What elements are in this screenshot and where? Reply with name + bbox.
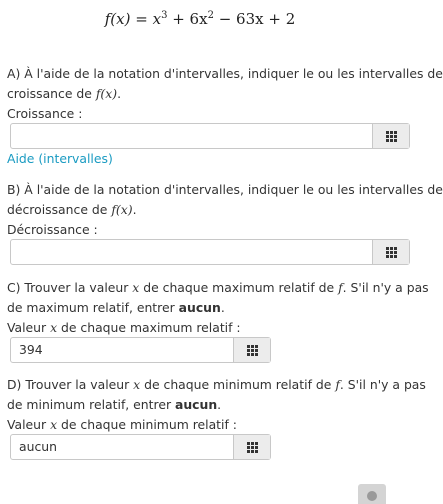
question-a [7,64,443,124]
decroissance-label: Décroissance : [7,222,98,237]
maximum-input[interactable] [10,337,271,363]
croissance-input[interactable] [10,123,410,149]
function-formula: $f(x) = x^3 + 6x^2 - 63x + 2$ [104,10,296,28]
keypad-grid-icon[interactable] [233,435,270,459]
keypad-grid-icon[interactable] [372,240,409,264]
question-a-line1: A) À l'aide de la notation d'intervalles, indiquer le ou les intervalles de [7,66,443,81]
question-d [7,375,426,435]
croissance-label: Croissance : [7,106,83,121]
minimum-label: Valeur x de chaque minimum relatif : [7,417,237,432]
question-b-line1: B) À l'aide de la notation d'intervalles, indiquer le ou les intervalles de [7,182,443,197]
feedback-icon[interactable] [358,484,386,504]
question-d-line1: D) Trouver la valeur x de chaque minimum relatif de f. S'il n'y a pas [7,377,426,392]
croissance-value[interactable] [11,124,372,148]
question-c [7,278,429,338]
maximum-label: Valeur x de chaque maximum relatif : [7,320,241,335]
keypad-grid-icon[interactable] [233,338,270,362]
keypad-grid-icon[interactable] [372,124,409,148]
question-c-line2: de maximum relatif, entrer aucun. [7,300,225,315]
help-intervals-link[interactable]: Aide (intervalles) [7,151,113,166]
formula-lhs: f(x) [104,10,131,28]
minimum-value[interactable]: aucun [19,439,57,454]
decroissance-value[interactable] [11,240,372,264]
maximum-value[interactable]: 394 [19,342,43,357]
question-b-line2: décroissance de f(x). [7,202,137,217]
question-c-line1: C) Trouver la valeur x de chaque maximum relatif de f. S'il n'y a pas [7,280,429,295]
question-b [7,180,443,240]
decroissance-input[interactable] [10,239,410,265]
minimum-input[interactable] [10,434,271,460]
question-d-line2: de minimum relatif, entrer aucun. [7,397,222,412]
question-a-line2: croissance de f(x). [7,86,122,101]
